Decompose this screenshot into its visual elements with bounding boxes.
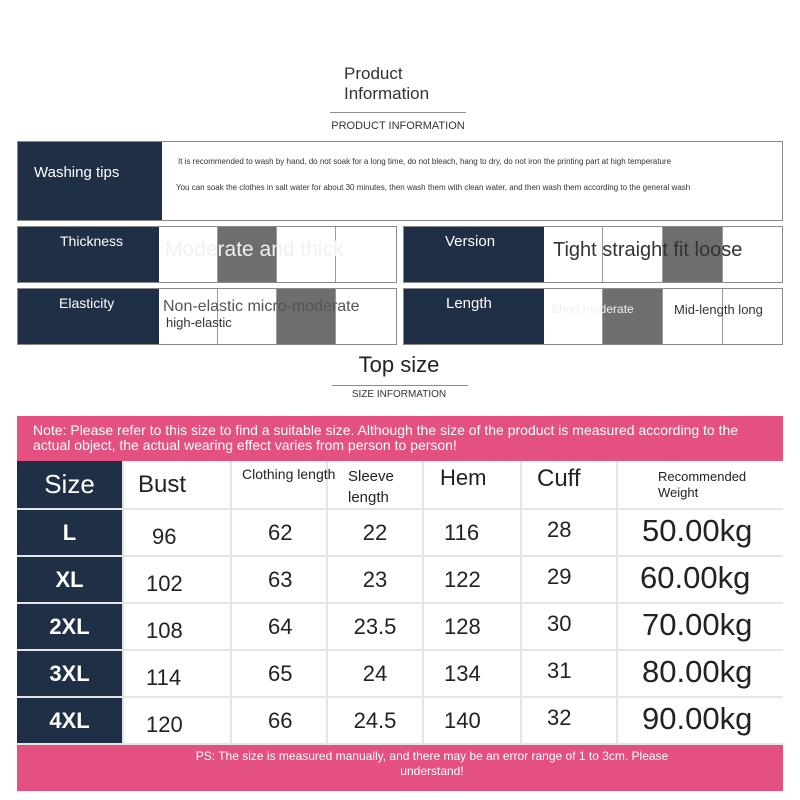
weight-header-line1: Recommended <box>658 469 747 484</box>
hem-cell: 140 <box>423 697 521 744</box>
length-panel <box>403 288 783 345</box>
hem-cell: 122 <box>423 556 521 603</box>
thickness-options: Moderate and thick <box>165 238 344 261</box>
title-divider <box>330 112 466 113</box>
sleeve-header-line2: length <box>348 489 389 506</box>
version-panel <box>403 226 783 283</box>
cuff-cell: 32 <box>521 697 617 744</box>
size-cell: 2XL <box>17 603 123 650</box>
size-table <box>17 461 783 745</box>
elasticity-options-line1: Non-elastic micro-moderate <box>163 298 360 315</box>
cuff-cell: 31 <box>521 650 617 697</box>
footer-note-text: PS: The size is measured manually, and there may be an error range of 1 to 3cm. Please understand! <box>195 749 669 778</box>
clothing-length-cell: 64 <box>231 603 327 650</box>
size-table-row <box>17 697 783 744</box>
length-option-short-moderate: Short moderate <box>551 302 634 316</box>
sleeve-length-cell: 22 <box>327 509 423 556</box>
footer-note-bar <box>17 745 783 791</box>
clothing-length-cell: 63 <box>231 556 327 603</box>
page-title <box>344 64 429 104</box>
clothing-length-header-text: Clothing length <box>242 466 336 482</box>
cuff-header-text: Cuff <box>537 465 581 492</box>
thickness-cell-4 <box>336 227 397 282</box>
cuff-cell: 30 <box>521 603 617 650</box>
washing-tips-panel <box>17 141 783 221</box>
hem-cell: 134 <box>423 650 521 697</box>
clothing-length-cell: 66 <box>231 697 327 744</box>
size-section-title: Top size <box>358 352 440 377</box>
weight-cell: 50.00kg <box>617 509 783 556</box>
weight-cell: 90.00kg <box>617 697 783 744</box>
page-subtitle: PRODUCT INFORMATION <box>331 120 465 132</box>
hem-column-header <box>423 461 521 509</box>
version-options: Tight straight fit loose <box>553 239 743 261</box>
bust-column-header <box>123 461 231 509</box>
weight-header-line2: Weight <box>658 485 699 500</box>
size-cell: 3XL <box>17 650 123 697</box>
cuff-column-header <box>521 461 617 509</box>
washing-tips-label: Washing tips <box>34 164 120 181</box>
weight-cell: 60.00kg <box>617 556 783 603</box>
sleeve-length-cell: 24.5 <box>327 697 423 744</box>
size-section-subtitle: SIZE INFORMATION <box>351 389 447 400</box>
length-cell-1 <box>544 289 603 344</box>
clothing-length-column-header <box>231 461 336 509</box>
bust-cell: 114 <box>123 650 231 697</box>
length-option-mid-long: Mid-length long <box>674 302 763 317</box>
size-cell: XL <box>17 556 123 603</box>
clothing-length-cell: 62 <box>231 509 327 556</box>
sleeve-length-cell: 23 <box>327 556 423 603</box>
elasticity-panel <box>17 288 397 345</box>
size-note-bar <box>17 416 783 461</box>
bust-cell: 102 <box>123 556 231 603</box>
washing-tips-line2: You can soak the clothes in salt water for about 30 minutes, then wash them with clean water, and then wash them according to the general wash <box>176 183 691 192</box>
clothing-length-cell: 65 <box>231 650 327 697</box>
size-table-row <box>17 603 783 650</box>
weight-column-header <box>617 461 783 509</box>
hem-cell: 128 <box>423 603 521 650</box>
size-table-row <box>17 509 783 556</box>
hem-header-text: Hem <box>440 465 487 490</box>
size-section-divider <box>332 385 468 386</box>
size-table-row <box>17 556 783 603</box>
size-column-header: Size <box>17 461 123 509</box>
version-label-cell <box>404 227 544 282</box>
cuff-cell: 28 <box>521 509 617 556</box>
bust-cell: 108 <box>123 603 231 650</box>
page-title-line2: Information <box>344 84 430 103</box>
length-cell-2-selected <box>603 289 663 344</box>
hem-cell: 116 <box>423 509 521 556</box>
length-label-cell <box>404 289 544 344</box>
sleeve-length-column-header <box>327 461 423 509</box>
thickness-label-cell <box>18 227 159 282</box>
weight-cell: 80.00kg <box>617 650 783 697</box>
version-label: Version <box>445 233 496 250</box>
sleeve-length-cell: 23.5 <box>327 603 423 650</box>
washing-tips-label-cell <box>18 142 162 220</box>
thickness-label: Thickness <box>60 233 124 249</box>
elasticity-label-cell <box>18 289 159 344</box>
length-label: Length <box>446 295 492 312</box>
cuff-cell: 29 <box>521 556 617 603</box>
size-table-header-row <box>17 461 783 509</box>
thickness-panel <box>17 226 397 283</box>
elasticity-label: Elasticity <box>59 295 115 311</box>
bust-cell: 120 <box>123 697 231 744</box>
bust-cell: 96 <box>123 509 231 556</box>
size-cell: 4XL <box>17 697 123 744</box>
sleeve-header-line1: Sleeve <box>348 468 394 485</box>
size-table-row <box>17 650 783 697</box>
bust-header-text: Bust <box>138 471 187 498</box>
washing-tips-line1: It is recommended to wash by hand, do not soak for a long time, do not bleach, hang to dry, do not iron the printing part at high temperature <box>178 157 672 166</box>
page-title-line1: Product <box>344 64 403 83</box>
size-cell: L <box>17 509 123 556</box>
elasticity-options-line2: high-elastic <box>166 315 232 330</box>
size-note-text: Note: Please refer to this size to find a suitable size. Although the size of the product is measured according to the actual object, the actual wearing effect varies from person to person! <box>33 422 739 453</box>
sleeve-length-cell: 24 <box>327 650 423 697</box>
weight-cell: 70.00kg <box>617 603 783 650</box>
